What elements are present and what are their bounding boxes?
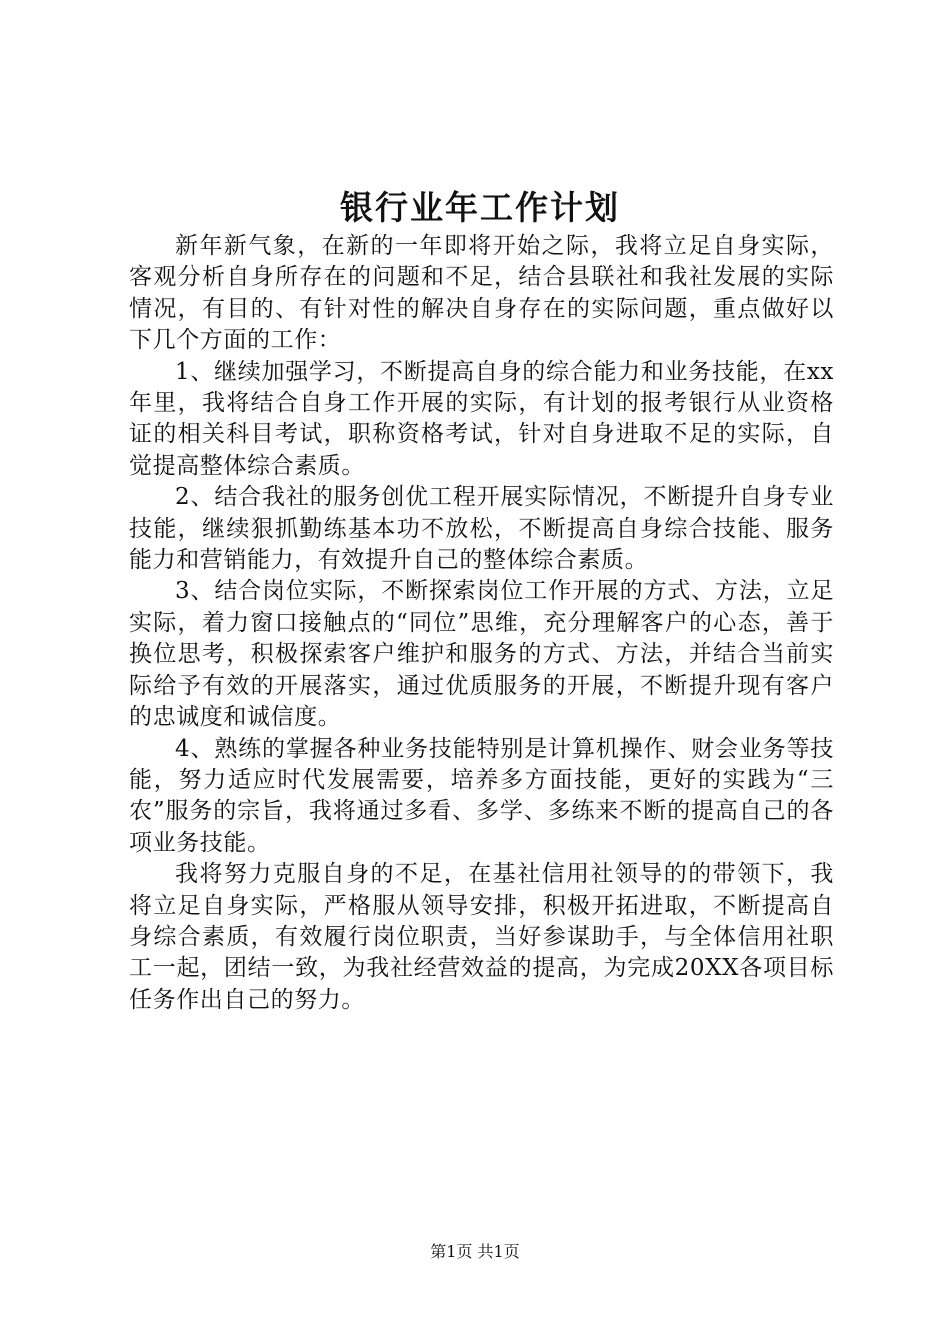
page-title: 银行业年工作计划 [340, 188, 620, 227]
page-number-footer: 第1页 共1页 [430, 1242, 520, 1261]
item-3-paragraph: 3、结合岗位实际，不断探索岗位工作开展的方式、方法，立足实际，着力窗口接触点的“同位”思维，充分理解客户的心态，善于换位思考，积极探索客户维护和服务的方式、方法，并结合当前实际给予有效的开展落实，通过优质服务的开展，不断提升现有客户的忠诚度和诚信度。 [129, 578, 834, 731]
item-2-paragraph: 2、结合我社的服务创优工程开展实际情况，不断提升自身专业技能，继续狠抓勤练基本功不放松，不断提高自身综合技能、服务能力和营销能力，有效提升自己的整体综合素质。 [129, 484, 834, 574]
closing-paragraph: 我将努力克服自身的不足，在基社信用社领导的的带领下，我将立足自身实际，严格服从领导安排，积极开拓进取，不断提高自身综合素质，有效履行岗位职责，当好参谋助手，与全体信用社职工一起，团结一致，为我社经营效益的提高，为完成20XX各项目标任务作出自己的努力。 [129, 861, 834, 1013]
document-body [129, 231, 834, 1016]
item-4-paragraph: 4、熟练的掌握各种业务技能特别是计算机操作、财会业务等技能，努力适应时代发展需要，培养多方面技能，更好的实践为“三农”服务的宗旨，我将通过多看、多学、多练来不断的提高自己的各项业务技能。 [129, 735, 834, 856]
item-1-paragraph: 1、继续加强学习，不断提高自身的综合能力和业务技能，在xx年里，我将结合自身工作开展的实际，有计划的报考银行从业资格证的相关科目考试，职称资格考试，针对自身进取不足的实际，自觉提高整体综合素质。 [129, 358, 834, 479]
intro-paragraph: 新年新气象，在新的一年即将开始之际，我将立足自身实际，客观分析自身所存在的问题和不足，结合县联社和我社发展的实际情况，有目的、有针对性的解决自身存在的实际问题，重点做好以下几个方面的工作： [129, 233, 834, 354]
